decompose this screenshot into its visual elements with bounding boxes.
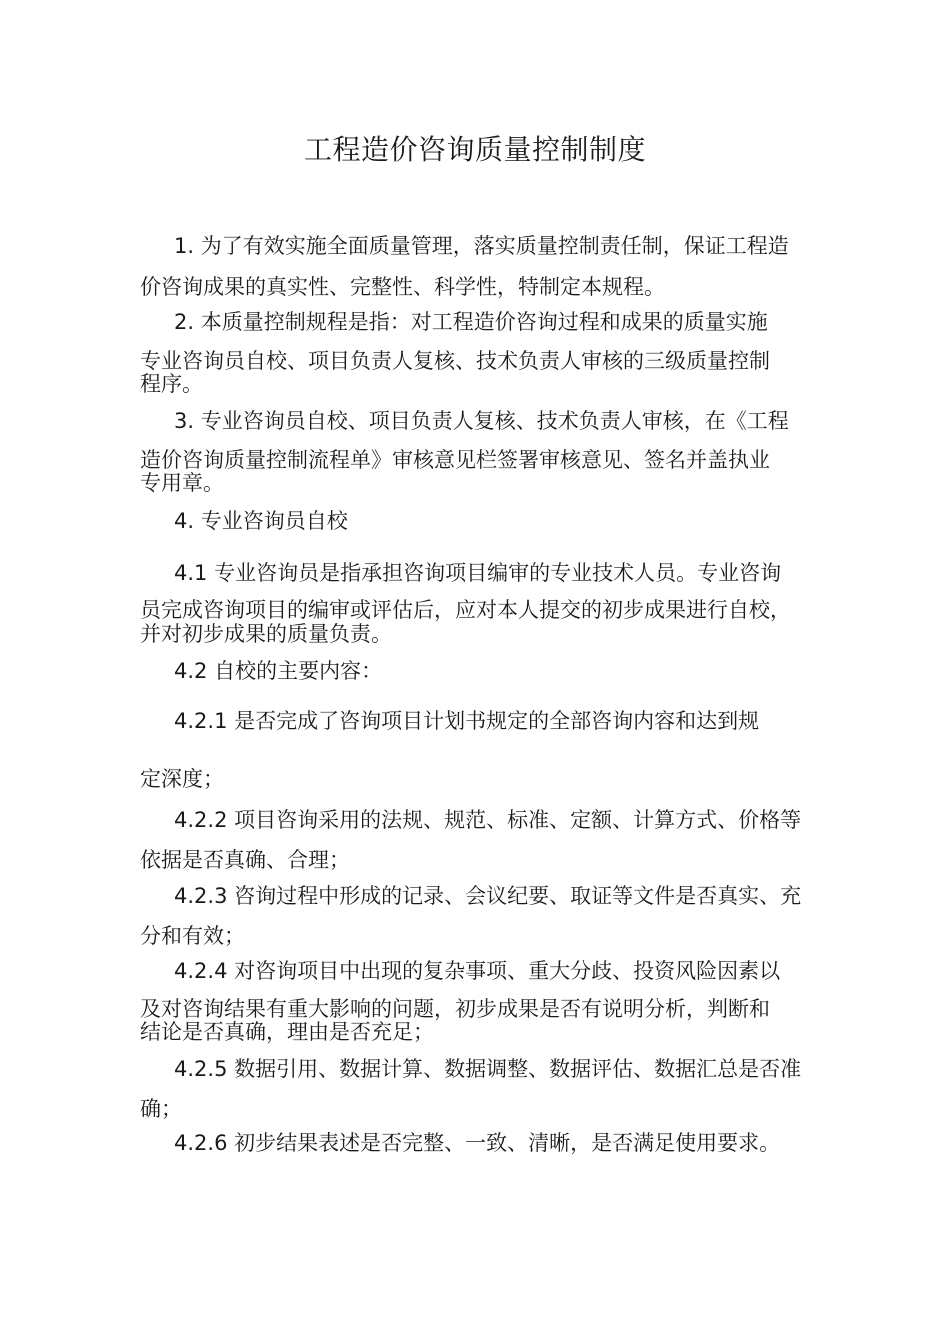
paragraph-1 — [140, 232, 820, 301]
paragraph-line: 并对初步成果的质量负责。 — [140, 622, 392, 646]
paragraph-line: 及对咨询结果有重大影响的问题，初步成果是否有说明分析，判断和 — [140, 997, 770, 1021]
paragraph-line: 4.2.1 是否完成了咨询项目计划书规定的全部咨询内容和达到规 — [174, 709, 760, 733]
paragraph-4 — [140, 507, 820, 535]
paragraph-line: 造价咨询质量控制流程单》审核意见栏签署审核意见、签名并盖执业 — [140, 448, 770, 472]
paragraph-4-2-2 — [140, 806, 820, 874]
paragraph-line: 确； — [140, 1097, 182, 1121]
paragraph-4-2-4 — [140, 957, 820, 1046]
paragraph-line: 4.2.6 初步结果表述是否完整、一致、清晰，是否满足使用要求。 — [174, 1131, 781, 1155]
paragraph-2 — [140, 308, 820, 398]
paragraph-line: 4.2.3 咨询过程中形成的记录、会议纪要、取证等文件是否真实、充 — [174, 884, 802, 908]
paragraph-3 — [140, 407, 820, 497]
paragraph-line: 4.2.2 项目咨询采用的法规、规范、标准、定额、计算方式、价格等 — [174, 808, 802, 832]
paragraph-4-2-6 — [140, 1129, 820, 1157]
paragraph-line: 3. 专业咨询员自校、项目负责人复核、技术负责人审核，在《工程 — [174, 409, 789, 433]
document-title: 工程造价咨询质量控制制度 — [303, 133, 646, 166]
paragraph-line: 4. 专业咨询员自校 — [174, 509, 348, 533]
paragraph-line: 专用章。 — [140, 471, 224, 495]
paragraph-line: 员完成咨询项目的编审或评估后，应对本人提交的初步成果进行自校， — [140, 598, 791, 622]
paragraph-4-2-1 — [140, 707, 820, 793]
paragraph-line: 2. 本质量控制规程是指：对工程造价咨询过程和成果的质量实施 — [174, 310, 768, 334]
paragraph-4-1 — [140, 559, 820, 648]
paragraph-line: 4.2 自校的主要内容： — [174, 659, 383, 683]
paragraph-line: 专业咨询员自校、项目负责人复核、技术负责人审核的三级质量控制 — [140, 349, 770, 373]
paragraph-4-2 — [140, 657, 820, 685]
paragraph-line: 4.1 专业咨询员是指承担咨询项目编审的专业技术人员。专业咨询 — [174, 561, 782, 585]
paragraph-line: 结论是否真确，理由是否充足； — [140, 1020, 434, 1044]
paragraph-line: 依据是否真确、合理； — [140, 848, 350, 872]
paragraph-line: 4.2.4 对咨询项目中出现的复杂事项、重大分歧、投资风险因素以 — [174, 959, 781, 983]
paragraph-4-2-3 — [140, 882, 820, 950]
paragraph-line: 程序。 — [140, 372, 203, 396]
paragraph-line: 定深度； — [140, 767, 224, 791]
paragraph-line: 分和有效； — [140, 924, 245, 948]
paragraph-line: 4.2.5 数据引用、数据计算、数据调整、数据评估、数据汇总是否准 — [174, 1057, 802, 1081]
paragraph-4-2-5 — [140, 1055, 820, 1123]
paragraph-line: 价咨询成果的真实性、完整性、科学性，特制定本规程。 — [140, 275, 665, 299]
paragraph-line: 1. 为了有效实施全面质量管理，落实质量控制责任制，保证工程造 — [174, 234, 789, 258]
